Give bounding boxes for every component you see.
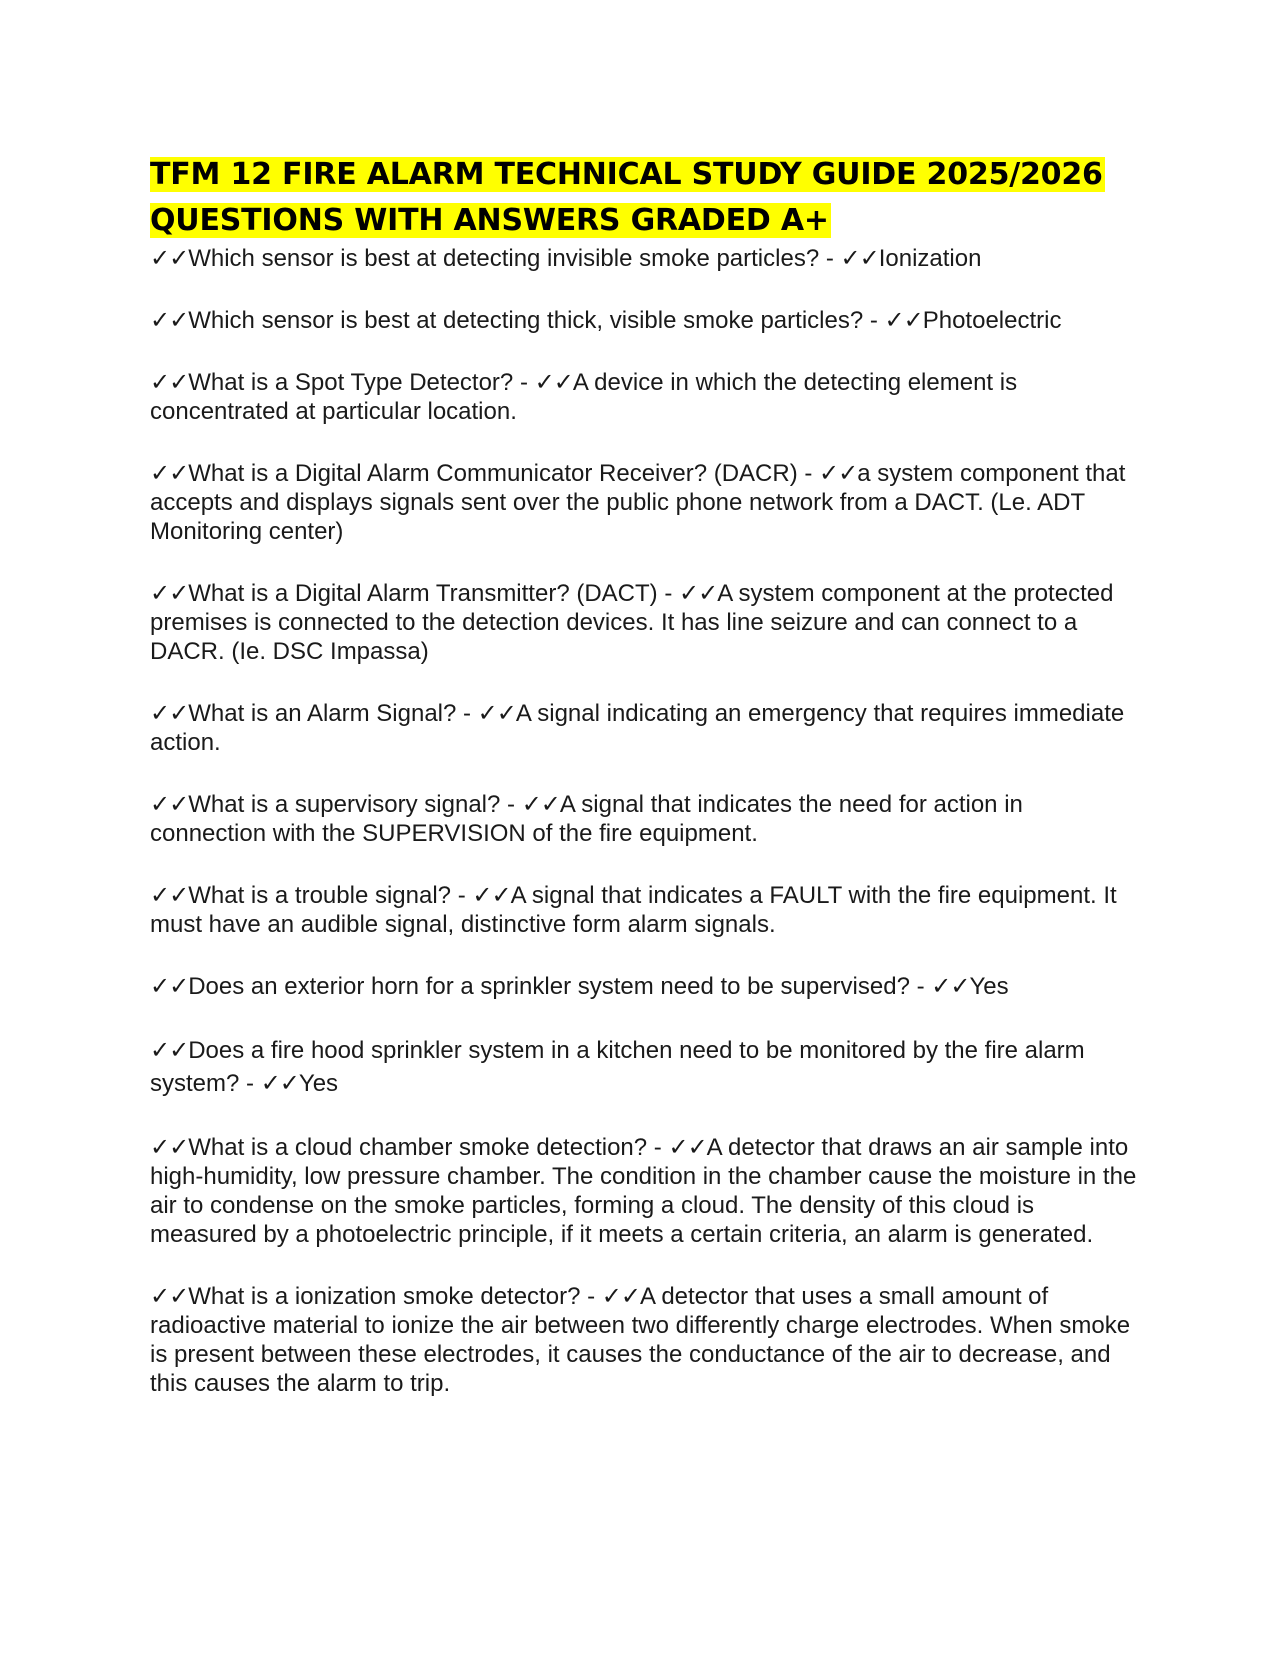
- qa-separator: -: [909, 973, 932, 1000]
- answer-text: A detector that draws an air sample into high-humidity, low pressure chamber. The condition in the chamber cause the moisture in the air to condense on the smoke particles, forming a cloud. The density of this cloud is measured by a photoelectric principle, if it meets a certain criteria, an alarm is generated.: [150, 1134, 1137, 1248]
- question-text: Does a fire hood sprinkler system in a kitchen need to be monitored by the fire alarm system?: [150, 1037, 1085, 1097]
- check-icon: ✓✓: [150, 1134, 189, 1161]
- qa-item: [150, 790, 1140, 848]
- question-text: What is a Digital Alarm Communicator Receiver? (DACR): [188, 460, 798, 487]
- check-icon: ✓✓: [521, 791, 560, 818]
- question-text: Which sensor is best at detecting invisible smoke particles?: [188, 245, 820, 272]
- check-icon: ✓✓: [150, 1283, 189, 1310]
- question-text: What is a Digital Alarm Transmitter? (DACT): [188, 580, 658, 607]
- answer-text: Photoelectric: [922, 307, 1062, 334]
- qa-separator: -: [657, 580, 679, 607]
- qa-list: [150, 244, 1140, 1398]
- qa-separator: -: [451, 882, 473, 909]
- check-icon: ✓✓: [150, 369, 189, 396]
- check-icon: ✓✓: [819, 460, 858, 487]
- qa-separator: -: [797, 460, 820, 487]
- qa-item: [150, 459, 1140, 546]
- check-icon: ✓✓: [534, 369, 573, 396]
- qa-item: [150, 881, 1140, 939]
- qa-separator: -: [500, 791, 522, 818]
- check-icon: ✓✓: [840, 245, 879, 272]
- check-icon: ✓✓: [150, 580, 189, 607]
- answer-text: Yes: [298, 1070, 339, 1097]
- answer-text: A device in which the detecting element is concentrated at particular location.: [150, 369, 1018, 425]
- qa-separator: -: [456, 700, 478, 727]
- question-text: What is a Spot Type Detector?: [188, 369, 514, 396]
- check-icon: ✓✓: [601, 1283, 640, 1310]
- qa-separator: -: [863, 307, 885, 334]
- question-text: Does an exterior horn for a sprinkler system need to be supervised?: [188, 973, 910, 1000]
- qa-item: [150, 699, 1140, 757]
- question-text: Which sensor is best at detecting thick, visible smoke particles?: [188, 307, 864, 334]
- check-icon: ✓✓: [150, 307, 189, 334]
- question-text: What is an Alarm Signal?: [188, 700, 457, 727]
- qa-separator: -: [580, 1283, 602, 1310]
- check-icon: ✓✓: [260, 1070, 299, 1097]
- question-text: What is a ionization smoke detector?: [188, 1283, 581, 1310]
- answer-text: A system component at the protected premises is connected to the detection devices. It has line seizure and can connect to a DACR. (Ie. DSC Impassa): [150, 580, 1114, 665]
- check-icon: ✓✓: [472, 882, 511, 909]
- answer-text: A detector that uses a small amount of radioactive material to ionize the air between two differently charge electrodes. When smoke is present between these electrodes, it causes the conductance of the air to decrease, and this causes the alarm to trip.: [150, 1283, 1131, 1397]
- question-text: What is a trouble signal?: [188, 882, 452, 909]
- check-icon: ✓✓: [150, 791, 189, 818]
- check-icon: ✓✓: [477, 700, 516, 727]
- qa-separator: -: [239, 1070, 261, 1097]
- document-page: [150, 152, 1140, 1431]
- qa-item: [150, 579, 1140, 666]
- check-icon: ✓✓: [678, 580, 718, 607]
- qa-item: [150, 306, 1140, 335]
- qa-item: [150, 244, 1140, 273]
- qa-item: [150, 1133, 1140, 1249]
- answer-text: Yes: [969, 973, 1009, 1000]
- check-icon: ✓✓: [150, 700, 189, 727]
- qa-item: [150, 1282, 1140, 1398]
- check-icon: ✓✓: [150, 882, 189, 909]
- answer-text: A signal that indicates the need for action in connection with the SUPERVISION of the fire equipment.: [150, 791, 1023, 847]
- qa-separator: -: [647, 1134, 669, 1161]
- qa-separator: -: [819, 245, 841, 272]
- answer-text: A signal indicating an emergency that requires immediate action.: [150, 700, 1125, 756]
- qa-separator: -: [513, 369, 535, 396]
- answer-text: Ionization: [878, 245, 982, 272]
- check-icon: ✓✓: [150, 973, 189, 1000]
- document-title: [150, 152, 1140, 244]
- qa-item: [150, 972, 1140, 1001]
- check-icon: ✓✓: [931, 973, 970, 1000]
- check-icon: ✓✓: [150, 245, 189, 272]
- title-highlight: TFM 12 FIRE ALARM TECHNICAL STUDY GUIDE 2025/2026 QUESTIONS WITH ANSWERS GRADED A+: [150, 157, 1103, 238]
- question-text: What is a supervisory signal?: [188, 791, 501, 818]
- check-icon: ✓✓: [150, 460, 189, 487]
- qa-item: [150, 368, 1140, 426]
- answer-text: a system component that accepts and displays signals sent over the public phone network from a DACT. (Le. ADT Monitoring center): [150, 460, 1126, 545]
- answer-text: A signal that indicates a FAULT with the fire equipment. It must have an audible signal, distinctive form alarm signals.: [150, 882, 1117, 938]
- question-text: What is a cloud chamber smoke detection?: [188, 1134, 648, 1161]
- qa-item: [150, 1034, 1140, 1100]
- check-icon: ✓✓: [884, 307, 923, 334]
- check-icon: ✓✓: [668, 1134, 707, 1161]
- check-icon: ✓✓: [150, 1037, 189, 1064]
